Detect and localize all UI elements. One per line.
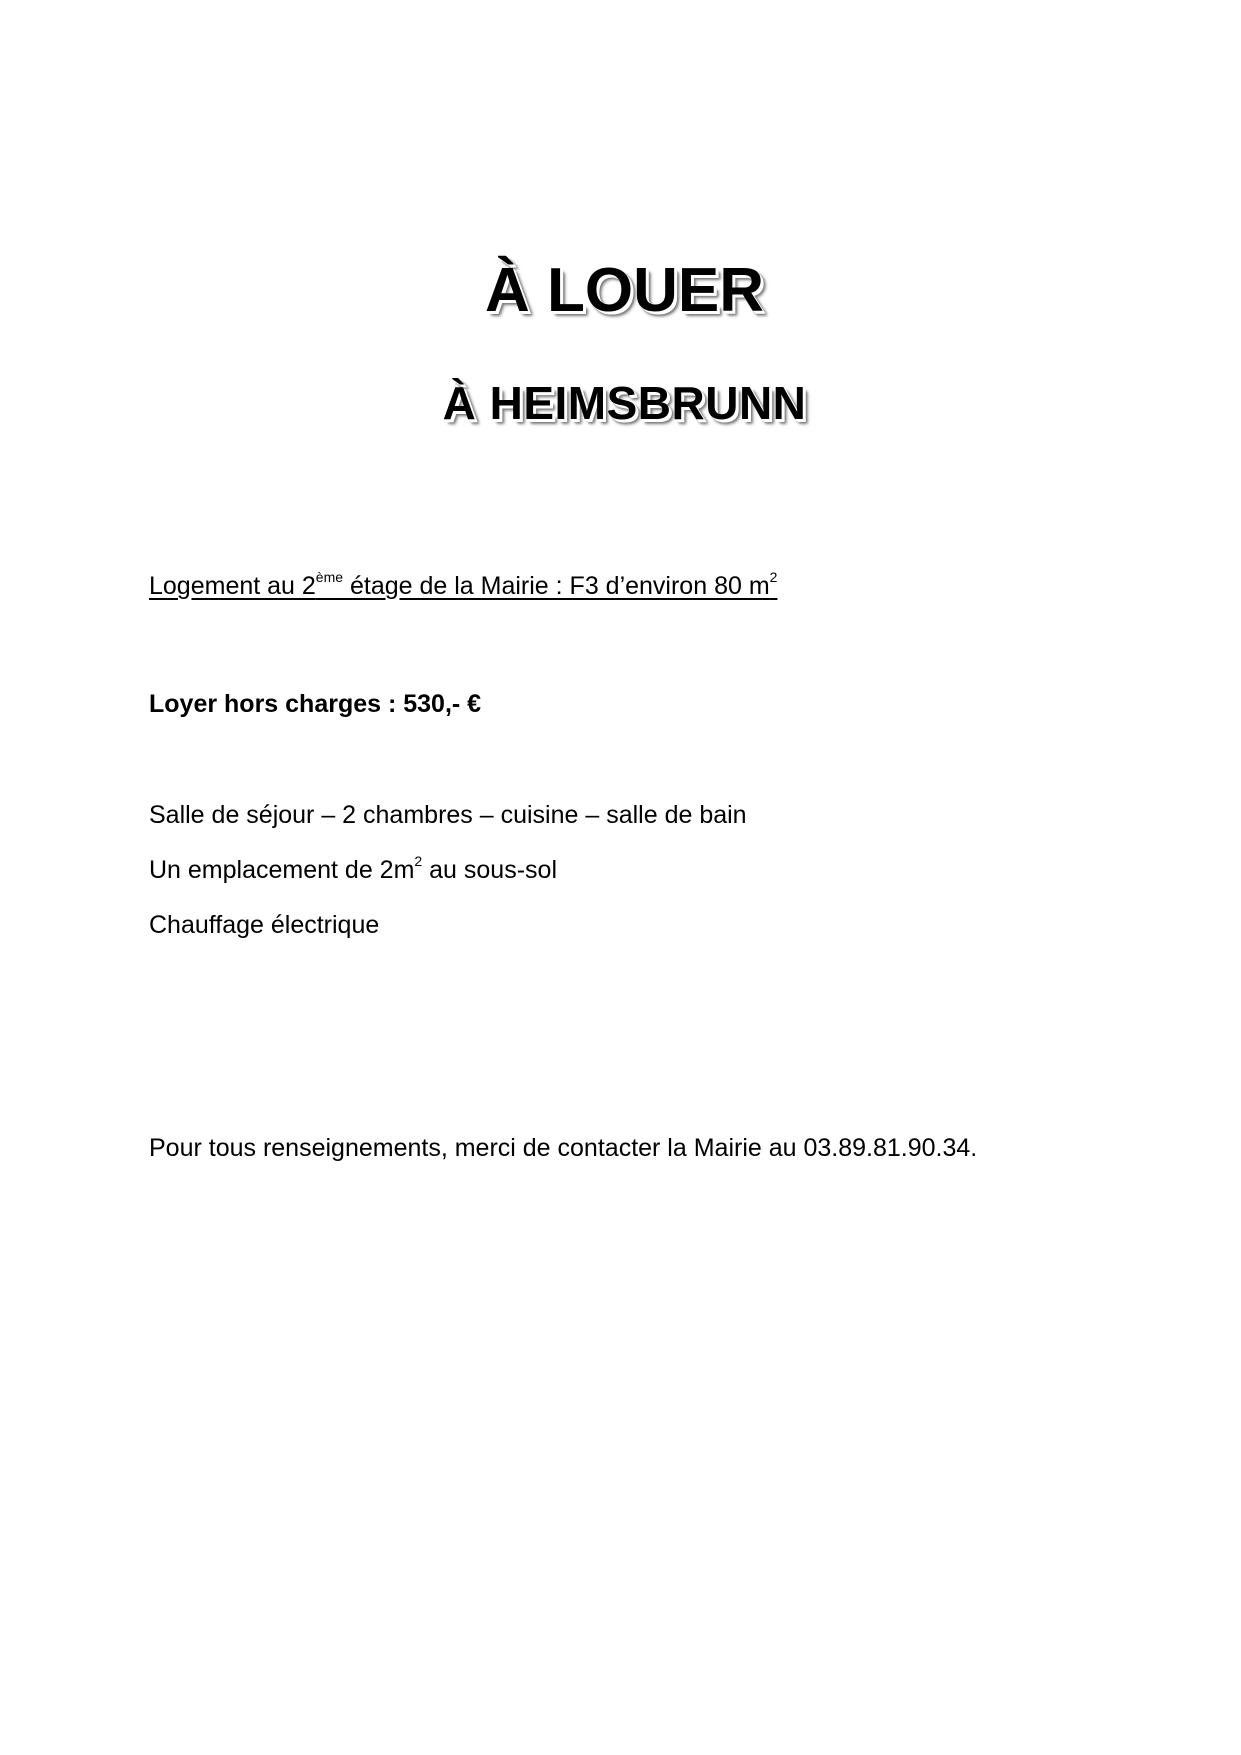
feature-heating: Chauffage électrique xyxy=(149,911,380,939)
description-text-2: étage de la Mairie : F3 d’environ 80 m xyxy=(343,572,770,600)
storage-text-2: au sous-sol xyxy=(422,856,557,884)
description-superscript-2: 2 xyxy=(769,569,778,585)
page-title: À LOUER xyxy=(485,256,764,325)
feature-storage xyxy=(149,853,557,885)
feature-rooms: Salle de séjour – 2 chambres – cuisine – salle de bain xyxy=(149,801,747,829)
description-text: Logement au 2 xyxy=(149,572,316,600)
page-subtitle: À HEIMSBRUNN xyxy=(442,377,807,429)
rent-line: Loyer hors charges : 530,- € xyxy=(149,690,482,718)
storage-superscript: 2 xyxy=(414,853,423,869)
storage-text: Un emplacement de 2m xyxy=(149,856,415,884)
description-superscript: ème xyxy=(315,569,344,585)
contact-line: Pour tous renseignements, merci de contacter la Mairie au 03.89.81.90.34. xyxy=(149,1134,978,1162)
housing-description xyxy=(149,569,778,601)
